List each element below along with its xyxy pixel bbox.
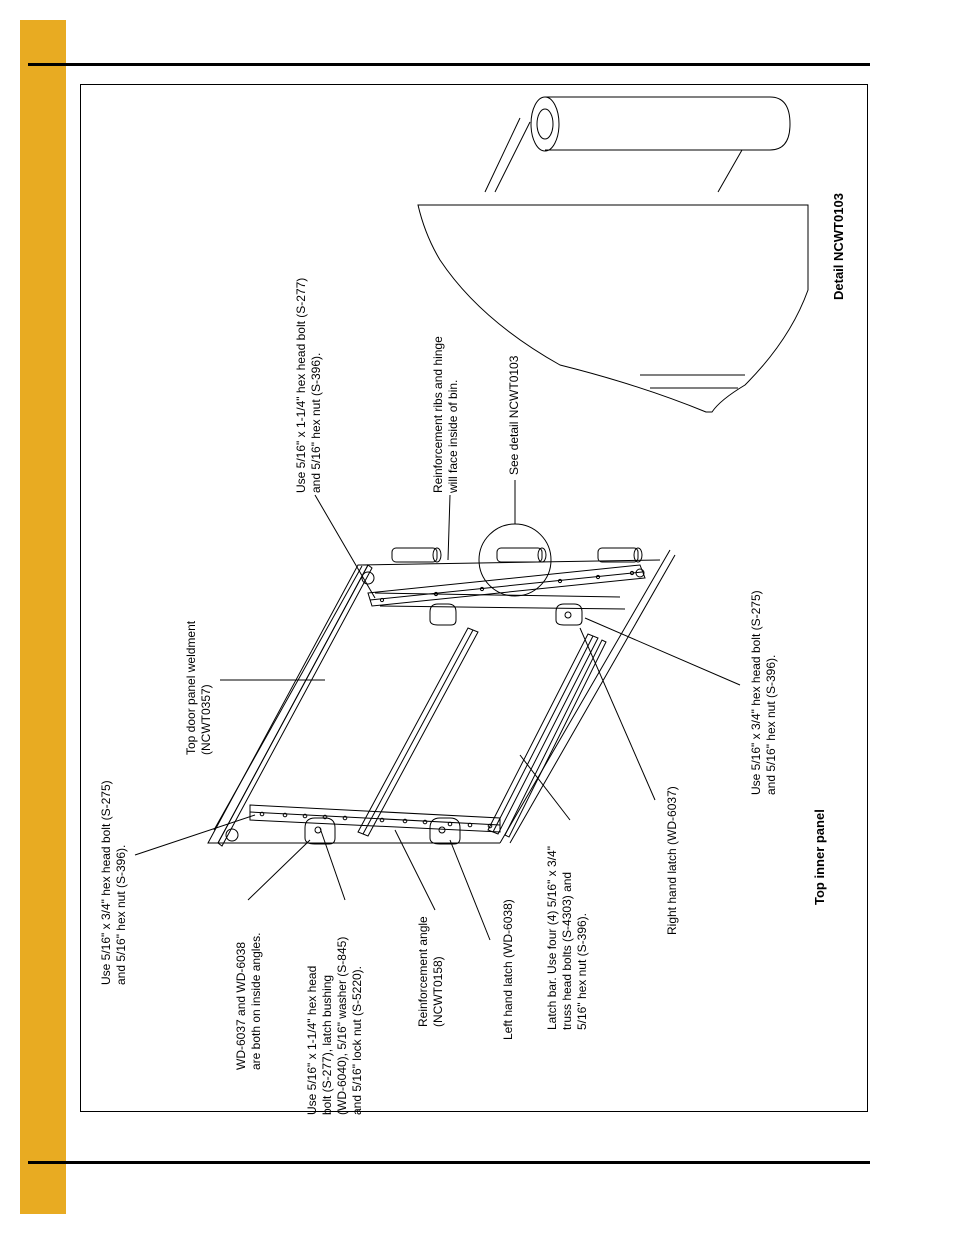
svg-text:Use 5/16" x 1-1/4" hex head bo: Use 5/16" x 1-1/4" hex head bolt (S-277) bbox=[294, 277, 308, 493]
svg-text:WD-6037 and WD-6038: WD-6037 and WD-6038 bbox=[234, 941, 248, 1070]
caption-top-inner-panel: Top inner panel bbox=[812, 809, 827, 905]
svg-text:and 5/16" hex nut (S-396).: and 5/16" hex nut (S-396). bbox=[309, 352, 323, 493]
svg-text:and 5/16" hex nut (S-396).: and 5/16" hex nut (S-396). bbox=[764, 654, 778, 795]
callout-latch-bar bbox=[545, 846, 589, 1030]
svg-text:Reinforcement ribs and hinge: Reinforcement ribs and hinge bbox=[431, 336, 445, 493]
svg-text:(NCWT0357): (NCWT0357) bbox=[199, 684, 213, 755]
svg-text:and 5/16" lock nut (S-5220).: and 5/16" lock nut (S-5220). bbox=[350, 965, 364, 1115]
svg-text:truss head bolts (S-4303) and: truss head bolts (S-4303) and bbox=[560, 871, 574, 1030]
svg-text:See detail NCWT0103: See detail NCWT0103 bbox=[507, 355, 521, 475]
svg-text:will face inside of bin.: will face inside of bin. bbox=[446, 379, 460, 493]
callout-left-hand-latch bbox=[501, 899, 515, 1040]
callout-bolt-s275-left bbox=[99, 780, 128, 985]
svg-text:Reinforcement angle: Reinforcement angle bbox=[416, 916, 430, 1027]
callout-inside-angles bbox=[234, 933, 263, 1070]
callout-reinforcement-angle bbox=[416, 916, 445, 1027]
svg-text:Use 5/16" x 3/4" hex head bolt: Use 5/16" x 3/4" hex head bolt (S-275) bbox=[99, 780, 113, 985]
callout-right-hand-latch bbox=[665, 786, 679, 935]
svg-text:Use 5/16" x 3/4" hex head bolt: Use 5/16" x 3/4" hex head bolt (S-275) bbox=[749, 590, 763, 795]
svg-text:(WD-6040), 5/16" washer (S-845: (WD-6040), 5/16" washer (S-845) bbox=[335, 936, 349, 1115]
hinges bbox=[392, 548, 642, 562]
latch-bars bbox=[358, 628, 606, 837]
callout-top-door-panel bbox=[184, 620, 213, 755]
latches bbox=[305, 604, 582, 844]
svg-text:Latch bar. Use four (4) 5/16": Latch bar. Use four (4) 5/16" x 3/4" bbox=[545, 846, 559, 1030]
svg-text:(NCWT0158): (NCWT0158) bbox=[431, 956, 445, 1027]
svg-text:are both on inside angles.: are both on inside angles. bbox=[249, 932, 263, 1070]
svg-text:Use 5/16" x 1-1/4" hex head: Use 5/16" x 1-1/4" hex head bbox=[305, 965, 319, 1115]
svg-text:Top door panel weldment: Top door panel weldment bbox=[184, 620, 198, 755]
detail-bin-drawing bbox=[418, 97, 808, 412]
svg-text:and 5/16" hex nut (S-396).: and 5/16" hex nut (S-396). bbox=[114, 844, 128, 985]
callout-bolt-s277 bbox=[294, 278, 323, 493]
callout-see-detail bbox=[507, 355, 521, 475]
svg-text:Right hand latch (WD-6037): Right hand latch (WD-6037) bbox=[665, 786, 679, 935]
svg-text:bolt (S-277), latch bushing: bolt (S-277), latch bushing bbox=[320, 974, 334, 1115]
callout-latch-bushing bbox=[305, 937, 364, 1115]
leader-lines bbox=[135, 480, 740, 940]
caption-detail-ncwt0103: Detail NCWT0103 bbox=[831, 193, 846, 300]
reinforcement-angle bbox=[250, 805, 500, 832]
callout-ribs-hinge bbox=[431, 336, 460, 494]
callout-bolt-s275-right bbox=[749, 590, 778, 795]
top-reinforcement-angle bbox=[368, 565, 645, 609]
svg-text:Left hand latch (WD-6038): Left hand latch (WD-6038) bbox=[501, 899, 515, 1040]
svg-text:5/16" hex nut (S-396).: 5/16" hex nut (S-396). bbox=[575, 913, 589, 1030]
